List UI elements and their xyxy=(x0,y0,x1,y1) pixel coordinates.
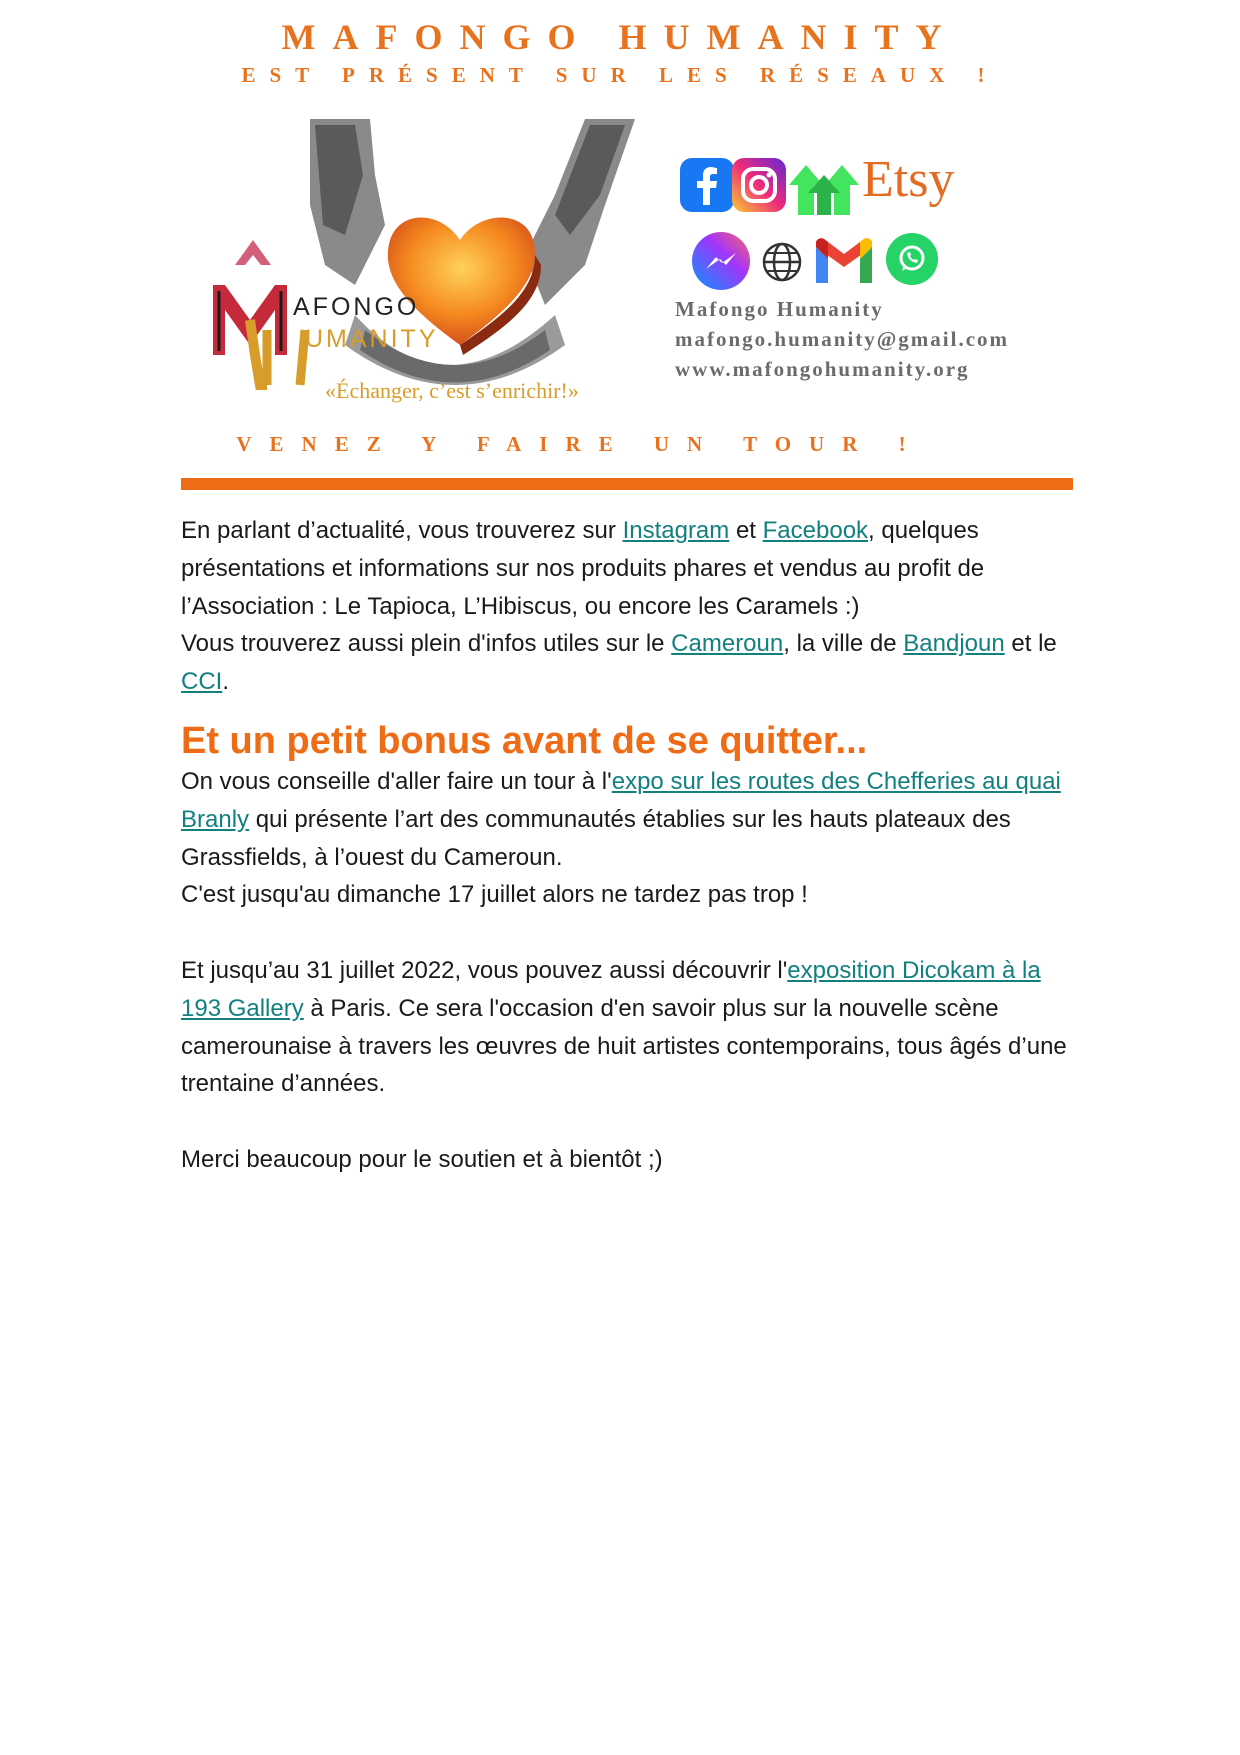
instagram-link[interactable]: Instagram xyxy=(622,517,730,544)
logo-text-bottom: UMANITY xyxy=(305,325,439,353)
contact-name: Mafongo Humanity xyxy=(675,297,884,321)
gmail-icon[interactable] xyxy=(812,236,876,288)
bandjoun-link[interactable]: Bandjoun xyxy=(903,630,1005,658)
bonus-heading: Et un petit bonus avant de se quitter... xyxy=(181,719,868,762)
messenger-icon[interactable] xyxy=(692,232,750,290)
newsletter-body xyxy=(181,512,1076,1179)
dicokam-gallery-link[interactable]: exposition Dicokam à la 193 Gallery xyxy=(181,956,1041,1022)
facebook-icon[interactable] xyxy=(680,158,734,212)
cci-link[interactable]: CCI xyxy=(181,668,223,696)
paragraph-expo-branly: On vous conseille d'aller faire un tour à l'expo sur les routes des Chefferies au quai Branly qui présente l’art des communautés établies sur les hauts plateaux des Grassfields, à l’ouest du Cameroun. xyxy=(181,767,1061,871)
globe-icon[interactable] xyxy=(760,240,804,284)
logo-text-top: AFONGO xyxy=(293,293,420,321)
branly-expo-link[interactable]: expo sur les routes des Chefferies au quai Branly xyxy=(181,767,1061,833)
instagram-icon[interactable] xyxy=(732,158,786,212)
newsletter-title: MAFONGO HUMANITY xyxy=(281,17,959,57)
paragraph-deadline: C'est jusqu'au dimanche 17 juillet alors ne tardez pas trop ! xyxy=(181,881,808,909)
cameroun-link[interactable]: Cameroun xyxy=(671,630,784,658)
contact-email[interactable]: mafongo.humanity@gmail.com xyxy=(675,327,1010,351)
logo-tagline: «Échanger, c’est s’enrichir!» xyxy=(325,378,579,403)
contact-website[interactable]: www.mafongohumanity.org xyxy=(675,357,970,381)
mafongo-logo-artwork xyxy=(205,115,645,415)
paragraph-infos: Vous trouverez aussi plein d'infos utiles sur le Cameroun, la ville de Bandjoun et le CCI. xyxy=(181,630,1057,696)
paragraph-dicokam: Et jusqu’au 31 juillet 2022, vous pouvez aussi découvrir l'exposition Dicokam à la 193 Gallery à Paris. Ce sera l'occasion d'en savoir plus sur la nouvelle scène camerounaise à travers les œuvres de huit artistes contemporains, tous âgés d’une trentaine d’années. xyxy=(181,956,1067,1098)
orange-divider xyxy=(181,478,1073,490)
newsletter-subtitle: EST PRÉSENT SUR LES RÉSEAUX ! xyxy=(241,63,999,87)
etsy-logo[interactable]: Etsy xyxy=(862,151,955,208)
whatsapp-icon[interactable] xyxy=(886,233,938,285)
linktree-icon[interactable] xyxy=(784,153,864,217)
facebook-link[interactable]: Facebook xyxy=(762,517,869,544)
closing-message: Merci beaucoup pour le soutien et à bientôt ;) xyxy=(181,1145,663,1173)
cta-banner: VENEZ Y FAIRE UN TOUR ! xyxy=(236,432,924,456)
paragraph-news: En parlant d’actualité, vous trouverez sur Instagram et Facebook, quelques présentations et informations sur nos produits phares et vendus au profit de l’Association : Le Tapioca, L’Hibiscus, ou encore les Caramels :) xyxy=(181,517,985,620)
